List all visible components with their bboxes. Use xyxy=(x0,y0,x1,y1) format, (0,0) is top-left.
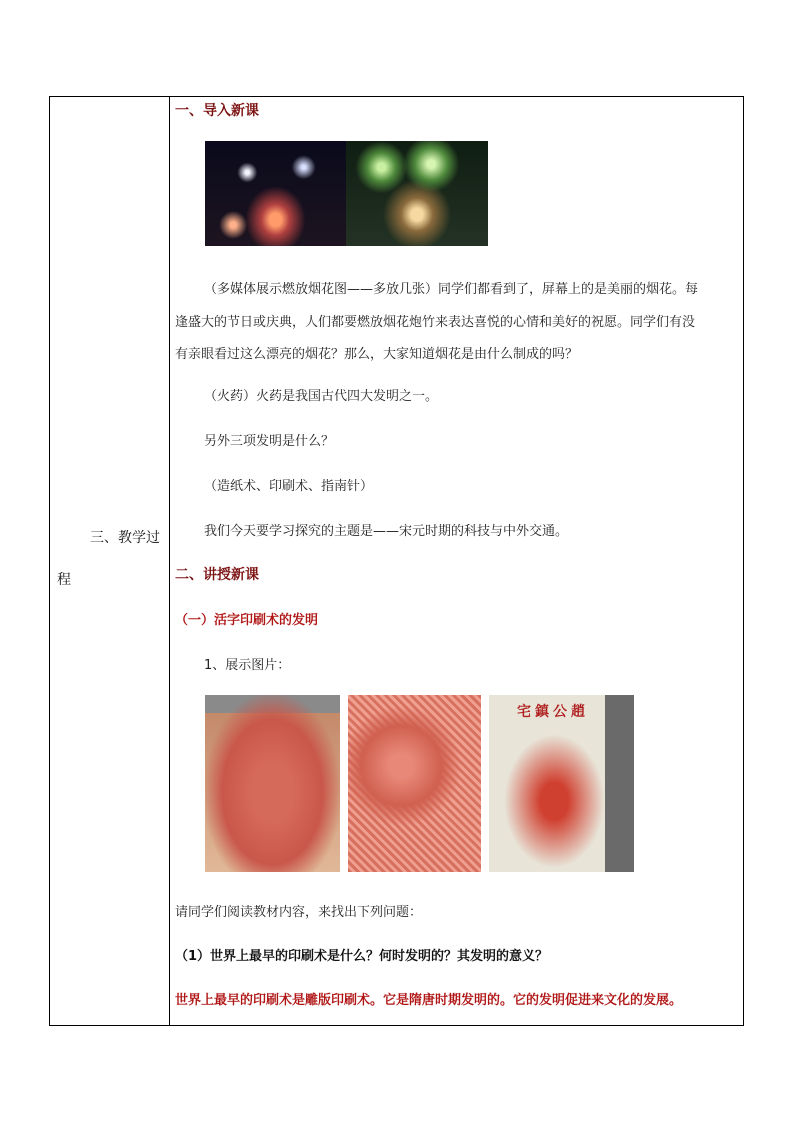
subsection-title: （一）活字印刷术的发明 xyxy=(175,613,319,628)
paragraph: （火药）火药是我国古代四大发明之一。 xyxy=(204,389,439,404)
step-label: 1、展示图片： xyxy=(204,658,291,673)
print-block-image-1 xyxy=(205,695,340,872)
stage-label-cont: 程 xyxy=(57,572,71,588)
print-poster-image xyxy=(489,695,634,872)
paragraph: （造纸术、印刷术、指南针） xyxy=(204,479,374,494)
question-text: （1）世界上最早的印刷术是什么？何时发明的？其发明的意义？ xyxy=(175,949,549,964)
print-block-image-2 xyxy=(348,695,481,872)
fireworks-image-2 xyxy=(346,141,488,246)
paragraph: 逢盛大的节日或庆典，人们都要燃放烟花炮竹来表达喜悦的心情和美好的祝愿。同学们有没 xyxy=(175,315,696,330)
lesson-table xyxy=(49,96,744,1026)
poster-text: 宅鎮公趙 xyxy=(517,704,589,720)
paragraph: 另外三项发明是什么？ xyxy=(204,434,335,449)
fireworks-image-1 xyxy=(205,141,346,246)
paragraph: （多媒体展示燃放烟花图——多放几张）同学们都看到了，屏幕上的是美丽的烟花。每 xyxy=(204,282,699,297)
paragraph: 我们今天要学习探究的主题是——宋元时期的科技与中外交通。 xyxy=(204,524,569,539)
paragraph: 有亲眼看过这么漂亮的烟花？那么，大家知道烟花是由什么制成的吗？ xyxy=(175,347,579,362)
stage-label: 三、教学过 xyxy=(90,530,160,546)
section-title-new: 二、讲授新课 xyxy=(175,567,259,583)
answer-text: 世界上最早的印刷术是雕版印刷术。它是隋唐时期发明的。它的发明促进来文化的发展。 xyxy=(175,993,683,1008)
lesson-content xyxy=(170,97,743,1025)
instruction-text: 请同学们阅读教材内容，来找出下列问题： xyxy=(175,905,423,920)
section-title-intro: 一、导入新课 xyxy=(175,103,259,119)
